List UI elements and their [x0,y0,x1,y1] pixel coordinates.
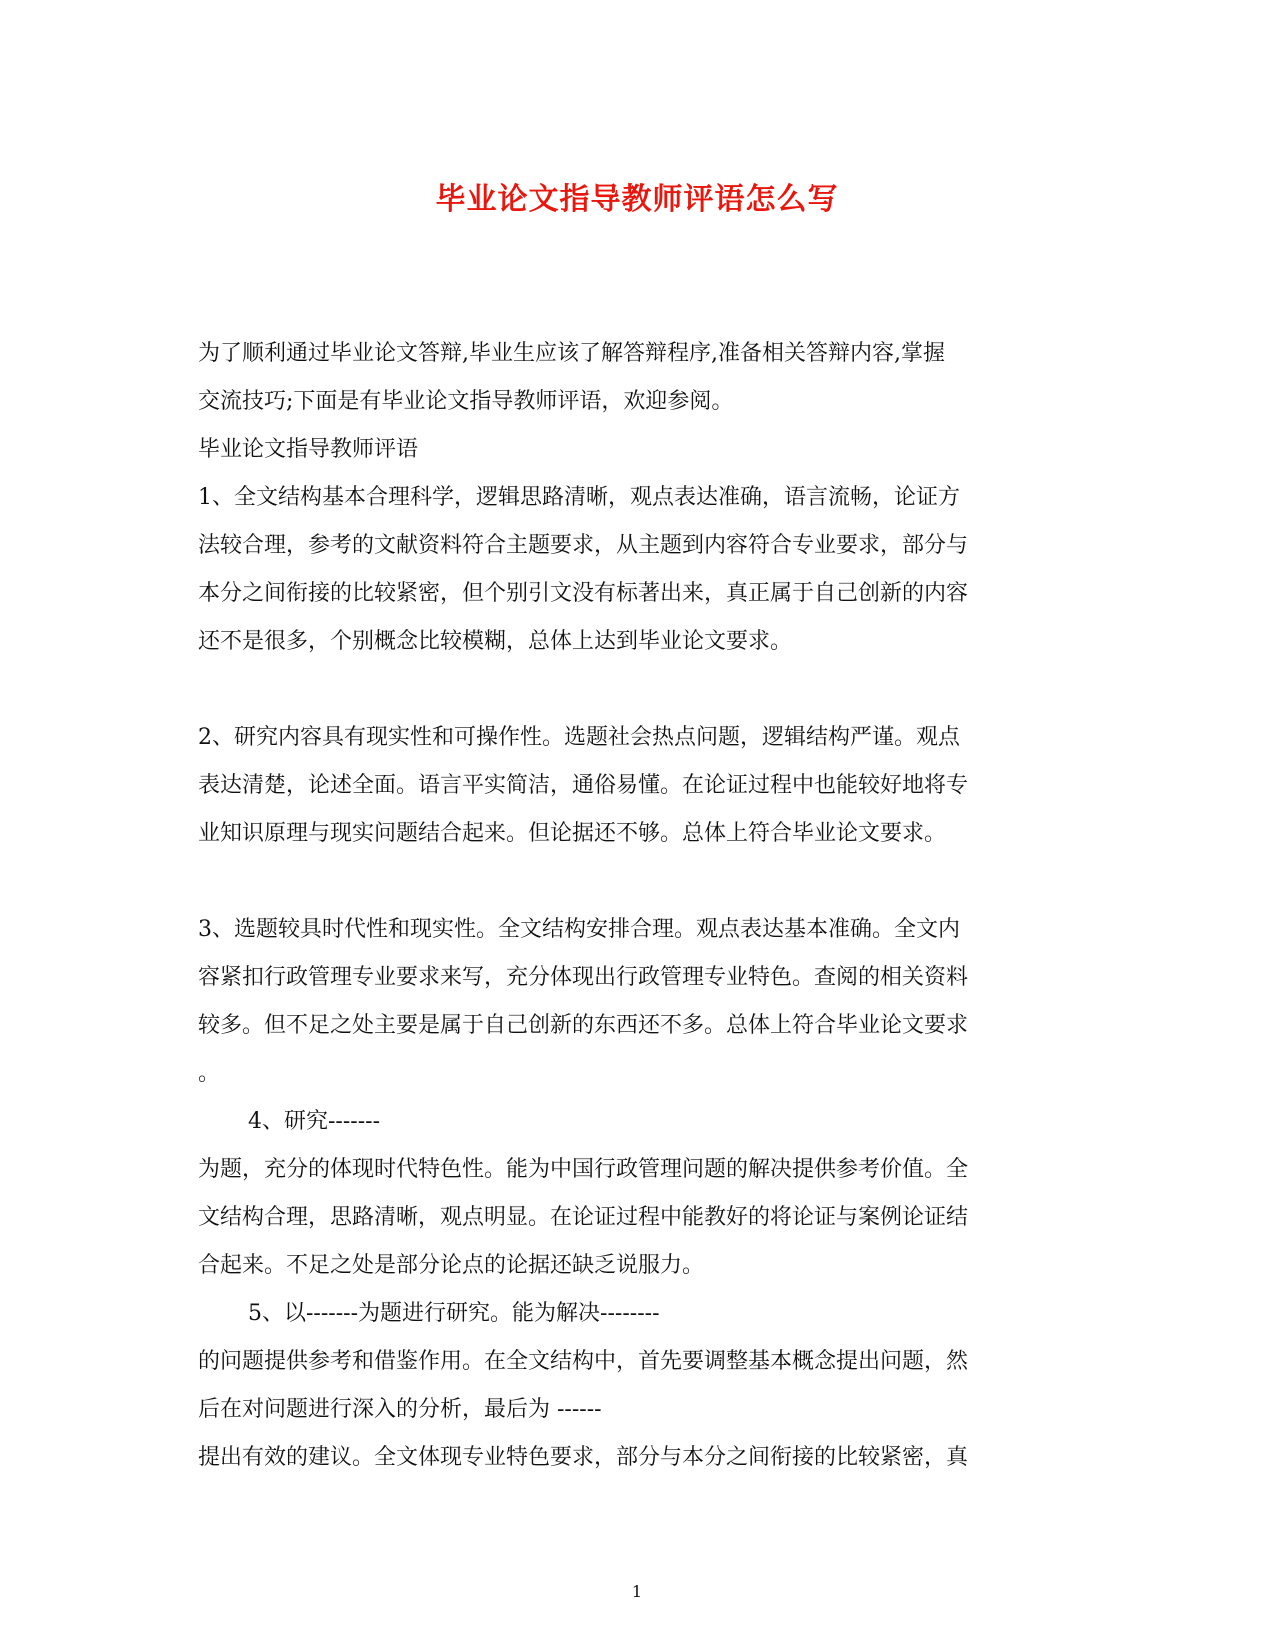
paragraph-line: 还不是很多，个别概念比较模糊，总体上达到毕业论文要求。 [198,629,793,654]
paragraph-line: 业知识原理与现实问题结合起来。但论据还不够。总体上符合毕业论文要求。 [198,821,947,846]
paragraph-line: 的问题提供参考和借鉴作用。在全文结构中，首先要调整基本概念提出问题，然 [198,1349,969,1374]
paragraph-line: 表达清楚，论述全面。语言平实简洁，通俗易懂。在论证过程中也能较好地将专 [198,773,969,798]
paragraph-gap [198,666,1076,714]
paragraph-line: 合起来。不足之处是部分论点的论据还缺乏说服力。 [198,1253,705,1278]
paragraph-line: 法较合理，参考的文献资料符合主题要求，从主题到内容符合专业要求，部分与 [198,533,969,558]
paragraph-line: 为了顺利通过毕业论文答辩,毕业生应该了解答辩程序,准备相关答辩内容,掌握 [198,341,945,366]
paragraph-line: 后在对问题进行深入的分析，最后为 ------ [198,1397,602,1422]
paragraph-line: 4、研究------- [248,1109,381,1134]
document-title: 毕业论文指导教师评语怎么写 [435,182,839,217]
paragraph-gap [198,858,1076,906]
document-body [198,330,1076,1482]
paragraph-line: 交流技巧;下面是有毕业论文指导教师评语，欢迎参阅。 [198,389,734,414]
paragraph-line: 较多。但不足之处主要是属于自己创新的东西还不多。总体上符合毕业论文要求 [198,1013,969,1038]
paragraph-line: 5、以-------为题进行研究。能为解决-------- [248,1301,660,1326]
page-number: 1 [631,1582,643,1601]
paragraph-line: 提出有效的建议。全文体现专业特色要求，部分与本分之间衔接的比较紧密，真 [198,1445,969,1470]
paragraph-line: 容紧扣行政管理专业要求来写，充分体现出行政管理专业特色。查阅的相关资料 [198,965,969,990]
paragraph-line: 文结构合理，思路清晰，观点明显。在论证过程中能教好的将论证与案例论证结 [198,1205,969,1230]
paragraph-line: 本分之间衔接的比较紧密，但个别引文没有标著出来，真正属于自己创新的内容 [198,581,969,606]
paragraph-line: 为题，充分的体现时代特色性。能为中国行政管理问题的解决提供参考价值。全 [198,1157,969,1182]
paragraph-line: 。 [198,1061,221,1086]
paragraph-line: 3、选题较具时代性和现实性。全文结构安排合理。观点表达基本准确。全文内 [198,917,960,942]
section-heading: 毕业论文指导教师评语 [198,437,419,462]
paragraph-line: 2、研究内容具有现实性和可操作性。选题社会热点问题，逻辑结构严谨。观点 [198,725,960,750]
paragraph-line: 1、全文结构基本合理科学，逻辑思路清晰，观点表达准确，语言流畅，论证方 [198,485,960,510]
